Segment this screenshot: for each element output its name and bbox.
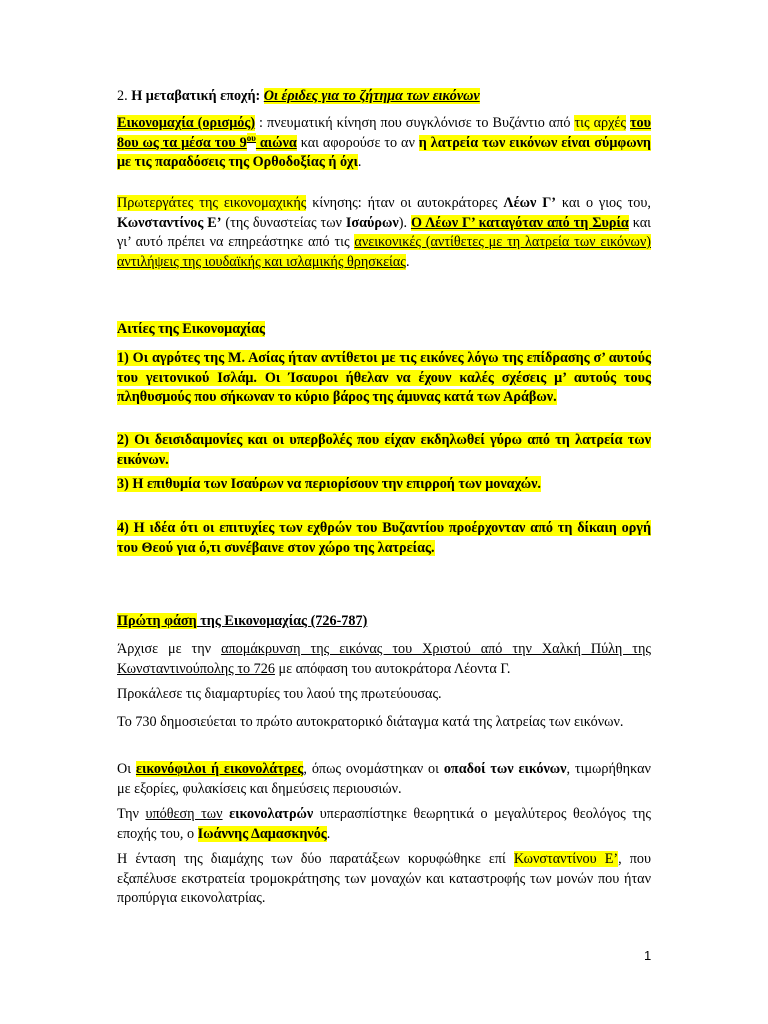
pioneers-paragraph: Πρωτεργάτες της εικονομαχικής κίνησης: ήταν οι αυτοκράτορες Λέων Γ’ και ο γιος του, Κωνσταντίνος Ε’ (της δυναστείας των Ισαύρων). Ο Λέων Γ’ καταγόταν από τη Συρία και γι’ αυτό πρέπει να επηρεάστηκε από τις ανεικονικές (αντίθετες με τη λατρεία των εικόνων) αντιλήψεις της ιουδαϊκής και ισλαμικής θρησκείας.: [117, 195, 651, 270]
cause-item: 4) Η ιδέα ότι οι επιτυχίες των εχθρών του Βυζαντίου προέρχονταν από τη δίκαιη οργή του Θεού για ό,τι συνέβαινε στον χώρο της λατρείας.: [117, 520, 651, 556]
cause-item: 1) Οι αγρότες της Μ. Ασίας ήταν αντίθετοι με τις εικόνες λόγω της επίδρασης σ’ αυτούς του γειτονικού Ισλάμ. Οι Ίσαυροι ήθελαν να έχουν καλές σχέσεις μ’ αυτούς τους πληθυσμούς που σήκωναν το κύριο βάρος της άμυνας κατά των Αράβων.: [117, 350, 651, 405]
phase1-paragraph: Οι εικονόφιλοι ή εικονολάτρες, όπως ονομάστηκαν οι οπαδοί των εικόνων, τιμωρήθηκαν με εξορίες, φυλακίσεις και δημεύσεις περιουσιών.: [117, 761, 651, 797]
phase1-paragraph: Το 730 δημοσιεύεται το πρώτο αυτοκρατορικό διάταγμα κατά της λατρείας των εικόνων.: [117, 714, 624, 730]
phase1-paragraph: Άρχισε με την απομάκρυνση της εικόνας του Χριστού από την Χαλκή Πύλη της Κωνσταντινούπολης το 726 με απόφαση του αυτοκράτορα Λέοντα Γ.: [117, 641, 651, 677]
cause-item: 3) Η επιθυμία των Ισαύρων να περιορίσουν την επιρροή των μοναχών.: [117, 476, 541, 492]
section-number: 2.: [117, 88, 132, 104]
definition-paragraph: Εικονομαχία (ορισμός) : πνευματική κίνηση που συγκλόνισε το Βυζάντιο από τις αρχές του 8ου ως τα μέσα του $9^{o\upsilon}$ αιώνα και αφορούσε το αν η λατρεία των εικόνων είναι σύμφωνη με τις παραδόσεις της Ορθοδοξίας ή όχι.: [117, 115, 652, 170]
phase1-paragraph: Η ένταση της διαμάχης των δύο παρατάξεων κορυφώθηκε επί Κωνσταντίνου Ε’, που εξαπέλυσε εκστρατεία τρομοκράτησης των μοναχών και καταστροφής των μονών που ήταν προπύργια εικονολατρίας.: [117, 851, 651, 906]
phase1-paragraph: Προκάλεσε τις διαμαρτυρίες του λαού της πρωτεύουσας.: [117, 686, 442, 702]
section-subtitle: Οι έριδες για το ζήτημα των εικόνων: [263, 88, 480, 104]
phase1-heading: Πρώτη φάση της Εικονομαχίας (726-787): [117, 613, 368, 629]
section-heading: [117, 87, 651, 107]
phase1-paragraph: Την υπόθεση των εικονολατρών υπερασπίστηκε θεωρητικά ο μεγαλύτερος θεολόγος της εποχής του, ο Ιωάννης Δαμασκηνός.: [117, 806, 651, 842]
section-title: Η μεταβατική εποχή:: [131, 88, 264, 104]
causes-heading: Αιτίες της Εικονομαχίας: [117, 321, 265, 337]
definition-term: Εικονομαχία (ορισμός): [117, 115, 256, 131]
page-number: 1: [644, 948, 652, 963]
cause-item: 2) Οι δεισιδαιμονίες και οι υπερβολές που είχαν εκδηλωθεί γύρω από τη λατρεία των εικόνων.: [117, 432, 651, 468]
